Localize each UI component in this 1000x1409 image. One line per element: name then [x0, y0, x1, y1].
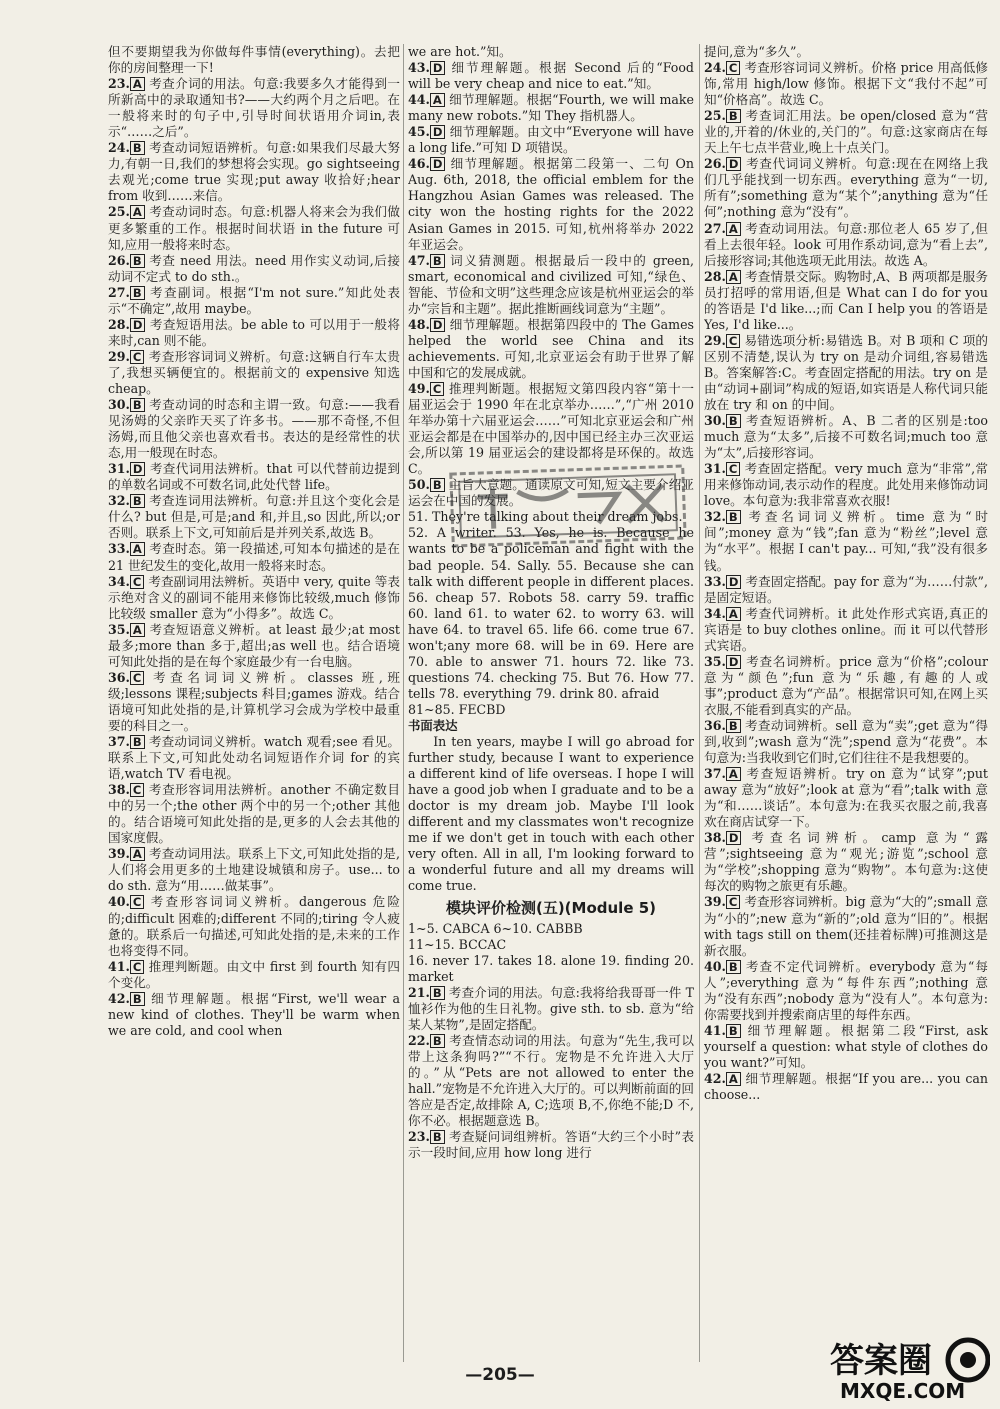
explanation-text: 考查介词的用法。句意:我将给我哥哥一件 T 恤衫作为他的生日礼物。give sth. to sb. 意为“给某人某物”,是固定搭配。 [408, 984, 694, 1032]
answer-letter-box: C [130, 783, 144, 797]
answer-column-1 [108, 44, 400, 1362]
section-title: 模块评价检测(五)(Module 5) [445, 899, 657, 918]
answer-letter-box: D [430, 125, 446, 139]
answer-line: 51. They're talking about their dream jobs. [408, 509, 683, 525]
explanation-text: 考查情景交际。购物时,A、B 两项都是服务员打招呼的常用语,但是 What can I do for you 的答语是 I'd like...;而 Can I help you 的答语是 Yes, I'd like...。 [704, 268, 988, 332]
watermark-text: 答案圈 [830, 1341, 932, 1381]
explanation-text: 考查形容词词义辨析。句意:这辆自行车太贵了,我想买辆便宜的。根据前文的 expensive 知选 cheap。 [108, 348, 400, 396]
answer-letter-box: D [430, 61, 446, 75]
answer-letter-box: D [130, 462, 146, 476]
question-number: 24. [704, 60, 726, 76]
explanation-text: 考查形容词词义辨析。dangerous 危险的;difficult 困难的;different 不同的;tiring 令人疲惫的。联系后一句描述,可知此处指的是,未来的工作也将变得不同。 [108, 894, 400, 958]
answer-entry [108, 253, 400, 285]
answer-line: we are hot.”知。 [408, 44, 512, 59]
question-number: 29. [704, 332, 726, 348]
answer-entry [408, 60, 694, 92]
essay-paragraph: In ten years, maybe I will go abroad for further study, because I want to experience a different kind of life overseas. I hope I will have a good job when I graduate and to be a doctor is my dream job. Maybe I'll look different and my classmates won't recognize me if we don't get in touch with each other very often. All in all, I'm looking forward to a wonderful future and all my dreams will come true. [408, 734, 694, 894]
question-number: 30. [704, 413, 726, 429]
explanation-text: 考查固定搭配。very much 意为“非常”,常用来修饰动词,表示动作的程度。此处用来修饰动词 love。本句意为:我非常喜欢衣服! [704, 461, 988, 509]
answer-letter-box: C [130, 895, 144, 909]
answer-column-2 [408, 44, 694, 1362]
question-number: 24. [108, 140, 130, 156]
question-number: 23. [108, 76, 130, 92]
explanation-text: 细节理解题。根据“If you are... you can choose... [704, 1071, 988, 1103]
answer-letter-box: B [130, 286, 145, 300]
page-number: —205— [465, 1365, 535, 1385]
question-number: 26. [704, 156, 726, 172]
question-number: 42. [108, 990, 130, 1006]
answer-entry [408, 1033, 694, 1129]
question-number: 34. [108, 573, 130, 589]
answer-entry [108, 349, 400, 397]
question-number: 49. [408, 380, 430, 396]
answer-letter-box: A [130, 77, 145, 91]
explanation-text: 考查副词用法辨析。英语中 very, quite 等表示绝对含义的副词不能用来修饰比较级,much 修饰比较级 smaller 意为“小得多”。故选 C。 [108, 573, 400, 621]
question-number: 41. [108, 958, 130, 974]
answer-letter-box: B [130, 254, 145, 268]
explanation-text: 考查动词的时态和主谓一致。句意:——我看见汤姆的父亲昨天买了许多书。——那不奇怪,不但汤姆,而且他父亲也喜欢看书。表达的是经常性的状态,用一般现在时态。 [108, 397, 400, 461]
answer-entry [108, 397, 400, 461]
answer-letter-box: A [726, 270, 741, 284]
question-number: 43. [408, 60, 430, 76]
answer-line: 但不要期望我为你做每件事情(everything)。去把你的房间整理一下! [108, 44, 400, 76]
explanation-text: 考查短语辨析。try on 意为“试穿”;put away 意为“放好”;look at 意为“看”;talk with 意为“和……谈话”。本句意为:在我买衣服之前,我喜欢在商店试穿一下。 [704, 766, 988, 830]
answer-line: 16. never 17. takes 18. alone 19. finding 20. market [408, 952, 694, 984]
section-subheading: 书面表达 [408, 717, 458, 733]
answer-letter-box: A [130, 542, 145, 556]
question-number: 35. [704, 653, 726, 669]
answer-entry [408, 124, 694, 156]
question-number: 50. [408, 477, 430, 493]
explanation-text: 考查动词词义辨析。watch 观看;see 看见。联系上下文,可知此处动名词短语作介词 for 的宾语,watch TV 看电视。 [108, 734, 400, 782]
answer-entry [704, 606, 988, 654]
question-number: 31. [108, 461, 130, 477]
explanation-text: 细节理解题。根据“First, we'll wear a new kind of clothes. They'll be warm when we are cold, and cool when [108, 990, 400, 1038]
answer-entry [704, 461, 988, 509]
answer-entry [704, 156, 988, 220]
explanation-text: 考查动词辨析。sell 意为“卖”;get 意为“得到,收到”;wash 意为“洗”;spend 意为“花费”。本句意为:当我收到它们时,它们往往不是我想要的。 [704, 717, 988, 766]
answer-entry [704, 959, 988, 1023]
explanation-text: 词义猜测题。根据最后一段中的 green, smart, economical and civilized 可知,“绿色、智能、节俭和文明”这些理念应该是杭州亚运会的举办“宗旨和主题”。据此推断画线词意为“主题”。 [408, 252, 694, 316]
answer-entry [108, 846, 400, 894]
explanation-text: 考查介词的用法。句意:我要多久才能得到一所新高中的录取通知书?——大约两个月之后吧。在一般将来时的句子中,引导时间状语用介词in,表示“……之后”。 [108, 76, 400, 140]
question-number: 21. [408, 984, 430, 1000]
answer-letter-box: D [430, 157, 446, 171]
explanation-text: 考查情态动词的用法。句意为“先生,我可以带上这条狗吗?”“不行。宠物是不允许进入大厅的。”从“Pets are not allowed to enter the hall.”宠物是不允许进入大厅的。可以判断前面的回答应是否定,故排除 A, C;选项 B,不,你绝不能;D 不,你不必。根据题意选 B。 [408, 1032, 694, 1129]
explanation-text: 考查词汇用法。be open/closed 意为“营业的,开着的/休业的,关门的”。句意:这家商店在每天上午七点半营业,晚上十点关门。 [704, 108, 988, 156]
watermark-domain: MXQE.COM [840, 1379, 966, 1403]
answer-entry [108, 285, 400, 317]
explanation-text: 细节理解题。根据第四段中的 The Games helped the world see China and its achievements. 可知,北京亚运会有助于世界了解中国和它的发展成就。 [408, 316, 694, 380]
question-number: 40. [704, 958, 726, 974]
question-number: 46. [408, 156, 430, 172]
answer-letter-box: B [430, 254, 445, 268]
answer-letter-box: C [726, 61, 740, 75]
explanation-text: 考查名词词义辨析。time 意为“时间”;money 意为“钱”;fan 意为“粉丝”;level 意为“水平”。根据 I can't pay... 可知,“我”没有很多钱。 [704, 509, 988, 573]
answer-entry [704, 1023, 988, 1071]
answer-line: 81~85. FECBD [408, 701, 506, 717]
explanation-text: 考查疑问词组辨析。答语“大约三个小时”表示一段时间,应用 how long 进行 [408, 1129, 694, 1161]
question-number: 39. [108, 846, 130, 862]
answer-letter-box: C [726, 462, 740, 476]
question-number: 33. [108, 541, 130, 557]
answer-entry [108, 493, 400, 541]
question-number: 22. [408, 1032, 430, 1048]
answer-letter-box: A [430, 93, 445, 107]
explanation-text: 考查短语用法。be able to 可以用于一般将来时,can 则不能。 [108, 316, 400, 348]
answer-letter-box: C [130, 671, 144, 685]
answer-letter-box: A [726, 767, 741, 781]
answer-letter-box: D [130, 318, 146, 332]
answer-entry [408, 92, 694, 124]
explanation-text: 考查不定代词辨析。everybody 意为“每人”;everything 意为“每件东西”;nothing 意为“没有东西”;nobody 意为“没有人”。本句意为:你需要找到并搜索商店里的每件东西。 [704, 958, 988, 1022]
answer-entry [704, 509, 988, 573]
answer-entry [408, 253, 694, 317]
question-number: 36. [704, 717, 726, 733]
question-number: 42. [704, 1071, 726, 1086]
explanation-text: 考查动词时态。句意:机器人将来会为我们做更多繁重的工作。根据时间状语 in the future 可知,应用一般将来时态。 [108, 204, 400, 252]
question-number: 35. [108, 621, 130, 637]
question-number: 48. [408, 316, 430, 332]
column-divider-2 [699, 44, 700, 1362]
question-number: 32. [108, 493, 130, 509]
answer-letter-box: C [430, 382, 444, 396]
question-number: 30. [108, 397, 130, 413]
answer-entry [108, 782, 400, 846]
answer-line: 52. A writer. 53. Yes, he is. Because he wants to be a policeman and fight with the bad people. 54. Sally. 55. Because she can talk with different people in different places. 56. cheap 57. Robots 58. carry 59. traffic 60. land 61. to water 62. to worry 63. will have 64. to travel 65. life 66. come true 67. won't;any more 68. will be in 69. Here are 70. able to answer 71. hours 72. like 73. questions 74. checking 75. But 76. How 77. tells 78. everything 79. drink 80. afraid [408, 525, 694, 701]
explanation-text: 细节理解题。根据 Second 后的“Food will be very cheap and nice to eat.”知。 [408, 60, 694, 92]
explanation-text: 考查时态。第一段描述,可知本句描述的是在 21 世纪发生的变化,故用一般将来时态。 [108, 541, 400, 573]
answer-entry [704, 108, 988, 156]
explanation-text: 考查 need 用法。need 用作实义动词,后接动词不定式 to do sth.。 [108, 252, 400, 284]
question-number: 31. [704, 461, 726, 477]
watermark-logo [820, 1330, 990, 1405]
question-number: 45. [408, 124, 430, 140]
answer-letter-box: A [130, 847, 145, 861]
explanation-text: 考查名词辨析。camp 意为“露营”;sightseeing 意为“观光;游览”;school 意为“学校”;shopping 意为“购物”。本句意为:这使每次的购物之旅更有乐趣。 [704, 830, 988, 894]
explanation-text: 考查代词辨析。it 此处作形式宾语,真正的宾语是 to buy clothes online。而 it 可以代替形式宾语。 [704, 605, 988, 653]
answer-entry [704, 221, 988, 269]
explanation-text: 考查代词词义辨析。句意:现在在网络上我们几乎能找到一切东西。everything 意为“一切,所有”;something 意为“某个”;anything 意为“任何”;nothing 意为“没有”。 [704, 156, 988, 220]
answer-entry [704, 1071, 988, 1103]
answer-entry [108, 204, 400, 252]
question-number: 38. [704, 830, 726, 846]
answer-letter-box: B [726, 719, 741, 733]
explanation-text: 主旨大意题。通读原文可知,短文主要介绍亚运会在中国的发展。 [408, 477, 694, 509]
question-number: 28. [704, 268, 726, 284]
answer-entry [704, 894, 988, 958]
question-number: 41. [704, 1022, 726, 1038]
answer-letter-box: B [726, 510, 741, 524]
answer-letter-box: D [430, 318, 446, 332]
explanation-text: 细节理解题。根据第二段“First, ask yourself a question: what style of clothes do you want?”可知。 [704, 1022, 988, 1070]
explanation-text: 易错选项分析:易错选 B。对 B 项和 C 项的区别不清楚,误认为 try on 是动介词组,容易错选 B。答案解答:C。考查固定搭配的用法。try on 是由“动词+副词”构成的短语,如宾语是人称代词只能放在 try 和 on 的中间。 [704, 332, 988, 413]
question-number: 32. [704, 509, 726, 525]
explanation-text: 考查固定搭配。pay for 意为“为……付款”,是固定短语。 [704, 573, 988, 605]
question-number: 39. [704, 894, 726, 910]
question-number: 44. [408, 92, 430, 108]
answer-entry [704, 413, 988, 461]
answer-entry [108, 622, 400, 670]
question-number: 25. [704, 108, 726, 124]
answer-letter-box: B [726, 960, 741, 974]
answer-entry [108, 991, 400, 1039]
answer-entry [408, 1129, 694, 1161]
answer-entry [108, 734, 400, 782]
explanation-text: 考查代词用法辨析。that 可以代替前边提到的单数名词或不可数名词,此处代替 life。 [108, 461, 400, 493]
explanation-text: 推理判断题。根据短文第四段内容“第十一届亚运会于 1990 年在北京举办……”,“广州 2010 年举办第十六届亚运会……”可知北京亚运会和广州亚运会都是在中国举办的,因中国已经主办三次亚运会,所以第 19 届亚运会的建设都将是环保的。故选 C。 [408, 380, 694, 477]
answer-entry [704, 830, 988, 894]
question-number: 36. [108, 669, 130, 685]
explanation-text: 考查短语意义辨析。at least 最少;at most 最多;more than 多于,超出;as well 也。结合语境可知此处指的是在每个家庭最少有一台电脑。 [108, 621, 400, 669]
answer-letter-box: C [130, 350, 144, 364]
answer-entry [704, 766, 988, 830]
explanation-text: 细节理解题。根据“Fourth, we will make many new robots.”知 They 指机器人。 [408, 92, 694, 124]
explanation-text: 考查动词用法。联系上下文,可知此处指的是,人们将会用更多的土地建设城镇和房子。use... to do sth. 意为“用……做某事”。 [108, 846, 400, 894]
answer-entry [704, 654, 988, 718]
answer-letter-box: D [726, 575, 742, 589]
explanation-text: 推理判断题。由文中 first 到 fourth 知有四个变化。 [108, 958, 400, 990]
answer-entry [108, 894, 400, 958]
answer-entry [108, 959, 400, 991]
answer-letter-box: B [130, 494, 145, 508]
explanation-text: 考查名词词义辨析。classes 班,班级;lessons 课程;subjects 科目;games 游戏。结合语境可知此处指的是,计算机学习会成为学校中最重要的科目之一。 [108, 669, 400, 733]
answer-letter-box: A [726, 222, 741, 236]
answer-letter-box: C [130, 575, 144, 589]
answer-entry [108, 317, 400, 349]
explanation-text: 考查动词短语辨析。句意:如果我们尽最大努力,有朝一日,我们的梦想将会实现。go sightseeing 去观光;come true 实现;put away 收拾好;hear from 收到……来信。 [108, 140, 400, 204]
explanation-text: 考查形容词用法辨析。another 不确定数目中的另一个;the other 两个中的另一个;other 其他的。结合语境可知此处指的是,更多的人会去其他的国家度假。 [108, 782, 400, 846]
stamp-seal [447, 462, 690, 550]
answer-entry [108, 574, 400, 622]
question-number: 28. [108, 316, 130, 332]
answer-line: 提问,意为“多久”。 [704, 44, 810, 59]
answer-entry [108, 76, 400, 140]
answer-letter-box: B [430, 1130, 445, 1144]
question-number: 27. [108, 284, 130, 300]
explanation-text: 细节理解题。由文中“Everyone will have a long life.”可知 D 项错误。 [408, 124, 694, 156]
question-number: 37. [108, 734, 130, 750]
answer-letter-box: D [726, 655, 742, 669]
answer-letter-box: A [726, 607, 741, 621]
watermark-logo-icon [820, 1330, 990, 1405]
question-number: 23. [408, 1129, 430, 1145]
answer-letter-box: B [130, 141, 145, 155]
answer-letter-box: A [130, 205, 145, 219]
answer-letter-box: A [130, 623, 145, 637]
answer-entry [408, 156, 694, 252]
answer-letter-box: B [430, 986, 445, 1000]
explanation-text: 考查动词用法。句意:那位老人 65 岁了,但看上去很年轻。look 可用作系动词,意为“看上去”,后接形容词;其他选项无此用法。故选 A。 [704, 220, 988, 268]
answer-entry [108, 670, 400, 734]
answer-letter-box: D [726, 157, 742, 171]
explanation-text: 考查短语辨析。A、B 二者的区别是:too much 意为“太多”,后接不可数名词;much too 意为“太”,后接形容词。 [704, 413, 988, 461]
answer-entry [408, 985, 694, 1033]
question-number: 29. [108, 348, 130, 364]
answer-entry [704, 269, 988, 333]
explanation-text: 考查连词用法辨析。句意:并且这个变化会是什么? but 但是,可是;and 和,并且,so 因此,所以;or 否则。联系上下文,可知前后是并列关系,故选 B。 [108, 493, 400, 541]
answer-letter-box: D [726, 831, 742, 845]
explanation-text: 细节理解题。根据第二段第一、二句 On Aug. 6th, 2018, the official emblem for the Hangzhou Asian Games was released. The city won the hosting rights for the 2022 Asian Games in 2015. 可知,杭州将举办 2022 年亚运会。 [408, 156, 694, 252]
answer-letter-box: B [130, 735, 145, 749]
question-number: 26. [108, 252, 130, 268]
question-number: 47. [408, 252, 430, 268]
question-number: 27. [704, 220, 726, 236]
explanation-text: 考查名词辨析。price 意为“价格”;colour 意为“颜色”;fun 意为“乐趣,有趣的人或事”;product 意为“产品”。根据常识可知,在网上买衣服,不能看到真实的产品。 [704, 653, 988, 717]
answer-letter-box: B [726, 1024, 741, 1038]
answer-letter-box: B [130, 398, 145, 412]
answer-entry [704, 60, 988, 108]
answer-line: 11~15. BCCAC [408, 936, 507, 952]
answer-entry [108, 541, 400, 573]
explanation-text: 考查形容词辨析。big 意为“大的”;small 意为“小的”;new 意为“新的”;old 意为“旧的”。根据 with tags still on them(还挂着标牌)可推测这是新衣服。 [704, 894, 988, 958]
explanation-text: 考查形容词词义辨析。价格 price 用高低修饰,常用 high/low 修饰。根据下文“我付不起”可知“价格高”。故选 C。 [704, 60, 988, 108]
answer-letter-box: A [726, 1072, 741, 1086]
answer-letter-box: B [430, 1034, 445, 1048]
answer-letter-box: B [726, 109, 741, 123]
answer-line: 1~5. CABCA 6~10. CABBB [408, 920, 583, 936]
answer-letter-box: B [430, 478, 445, 492]
answer-letter-box: B [130, 992, 145, 1006]
answer-entry [704, 718, 988, 766]
question-number: 34. [704, 605, 726, 621]
answer-entry [704, 574, 988, 606]
explanation-text: 考查副词。根据“I'm not sure.”知此处表示“不确定”,故用 maybe。 [108, 284, 400, 316]
column-divider-1 [403, 44, 404, 1362]
question-number: 38. [108, 782, 130, 798]
answer-entry [108, 461, 400, 493]
answer-column-3 [704, 44, 988, 1362]
answer-entry [108, 140, 400, 204]
question-number: 33. [704, 573, 726, 589]
answer-entry [704, 333, 988, 413]
question-number: 40. [108, 894, 130, 910]
question-number: 37. [704, 766, 726, 782]
answer-letter-box: C [130, 960, 144, 974]
answer-letter-box: C [726, 334, 740, 348]
question-number: 25. [108, 204, 130, 220]
answer-letter-box: C [726, 895, 740, 909]
answer-letter-box: B [726, 414, 741, 428]
answer-entry [408, 317, 694, 381]
